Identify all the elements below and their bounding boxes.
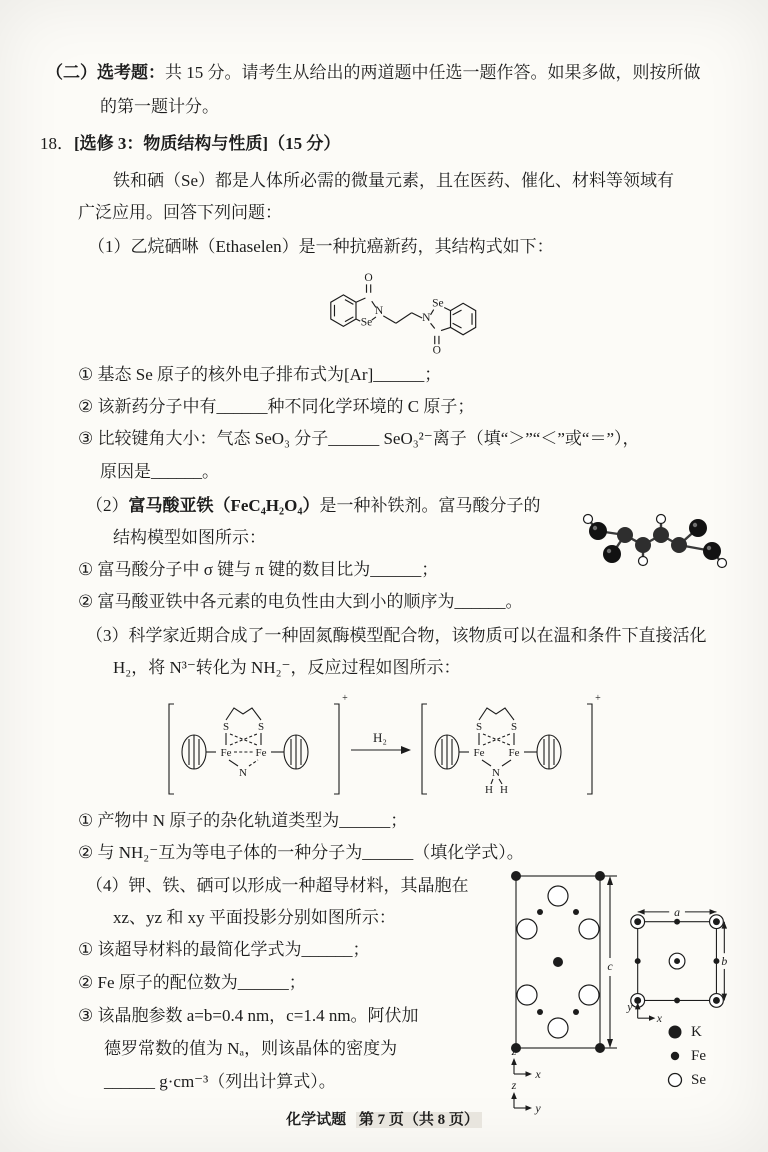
hydrogen-label: H (500, 784, 508, 796)
crystal-legend (666, 1020, 706, 1092)
k-atom-icon (666, 1023, 684, 1041)
nitrogen-label: N (492, 767, 500, 779)
legend-item-se (666, 1068, 706, 1092)
xy-projection (618, 902, 744, 1030)
question-18-header (40, 133, 340, 154)
part1-question2: ② 该新药分子中有______种不同化学环境的 C 原子； (78, 397, 475, 416)
iron-label: Fe (220, 747, 232, 759)
page-footer (0, 1108, 768, 1129)
part4-question3-line1: ③ 该晶胞参数 a=b=0.4 nm，c=1.4 nm。阿伏加 (78, 1006, 419, 1025)
part3-title-line2: H₂，将 N³⁻转化为 NH₂⁻，反应过程如图所示： (113, 658, 461, 677)
z-axis-label: z (511, 1078, 517, 1092)
selenium-label: Se (432, 297, 444, 310)
part4-title-line1: （4）钾、铁、硒可以形成一种超导材料，其晶胞在 (86, 876, 469, 895)
model-atoms (584, 515, 727, 568)
reaction-arrow (351, 730, 411, 754)
part3-question2: ② 与 NH₂⁻互为等电子体的一种分子为______（填化学式）。 (78, 843, 524, 862)
a-dimension (638, 905, 717, 919)
z-axis-label: z (511, 1044, 517, 1058)
a-label: a (674, 904, 681, 919)
part3-title-line1: （3）科学家近期合成了一种固氮酶模型配合物，该物质可以在温和条件下直接活化 (86, 626, 707, 645)
ethaselen-skeleton (331, 284, 476, 344)
se-atom-icon (666, 1071, 684, 1089)
legend-item-k (666, 1020, 706, 1044)
part2-question2: ② 富马酸亚铁中各元素的电负性由大到小的顺序为______。 (78, 592, 523, 611)
nitrogen-label: N (422, 312, 431, 325)
legend-label-se: Se (691, 1071, 706, 1088)
b-label: b (721, 954, 728, 969)
oxygen-label: O (364, 272, 373, 285)
part1-title: （1）乙烷硒啉（Ethaselen）是一种抗癌新药，其结构式如下： (88, 237, 554, 256)
section-note-text: 共 15 分。请考生从给出的两道题中任选一题作答。如果多做，则按所做 (165, 63, 701, 82)
part4-question3-line3: ______ g·cm⁻³（列出计算式）。 (104, 1072, 336, 1091)
part2-title-line1 (86, 495, 540, 516)
question-intro-line1: 铁和硒（Se）都是人体所必需的微量元素，且在医药、催化、材料等领域有 (113, 171, 674, 190)
footer-page-number: 第 7 页（共 8 页） (356, 1112, 482, 1128)
part3-question1: ① 产物中 N 原子的杂化轨道类型为______； (78, 811, 408, 830)
part2-question1: ① 富马酸分子中 σ 键与 π 键的数目比为______； (78, 560, 439, 579)
question-intro-line2: 广泛应用。回答下列问题： (78, 203, 282, 222)
part2-title-rest: 是一种补铁剂。富马酸分子的 (319, 496, 541, 515)
b-dimension (721, 922, 727, 1001)
unit-cell-projection (498, 868, 638, 1118)
question-number: 18． (40, 134, 74, 153)
part1-question3-line2: 原因是______。 (100, 462, 219, 481)
nitrogen-label: N (239, 767, 247, 779)
iron-label: Fe (508, 747, 520, 759)
sulfur-label: S (475, 721, 483, 733)
charge-label: + (342, 693, 348, 704)
part4-question1: ① 该超导材料的最简化学式为______； (78, 940, 370, 959)
fe-atom-icon (666, 1047, 684, 1065)
nitrogen-label: N (374, 304, 384, 317)
legend-item-fe (666, 1044, 706, 1068)
selenium-label: Se (360, 316, 373, 329)
part4-question2: ② Fe 原子的配位数为______； (78, 973, 306, 992)
reactant-complex (169, 693, 348, 794)
part4-title-line2: xz、yz 和 xy 平面投影分别如图所示： (113, 908, 396, 927)
sulfur-label: S (257, 721, 265, 733)
xz-axes (511, 1044, 542, 1081)
sulfur-label: S (222, 721, 230, 733)
sulfur-label: S (510, 721, 518, 733)
part4-question3-line2: 德罗常数的值为 Nₐ，则该晶体的密度为 (104, 1039, 398, 1058)
section-note-line2: 的第一题计分。 (100, 97, 219, 116)
part2-compound-name: 富马酸亚铁（FeC₄H₂O₄） (128, 496, 320, 515)
question-score: （15 分） (268, 134, 341, 153)
part1-question3-line1: ③ 比较键角大小：气态 SeO₃ 分子______ SeO₃²⁻离子（填“＞”“＜”或“＝”）， (78, 429, 640, 448)
x-axis-label: x (535, 1067, 541, 1081)
legend-label-k: K (691, 1023, 702, 1040)
hydrogen-label: H (485, 784, 493, 796)
h2-label: H₂ (373, 730, 387, 745)
reaction-scheme (164, 686, 604, 801)
part1-question1: ① 基态 Se 原子的核外电子排布式为[Ar]______； (78, 365, 442, 384)
product-complex (422, 693, 601, 796)
cell-frame (511, 871, 605, 1053)
ethaselen-structure (272, 258, 524, 358)
x-axis-label: x (656, 1011, 662, 1026)
charge-label: + (595, 693, 601, 704)
section-note-label: （二）选考题： (46, 63, 165, 82)
c-label: c (607, 959, 613, 973)
y-axis-label: y (535, 1101, 541, 1115)
question-title: [选修 3：物质结构与性质] (74, 134, 269, 153)
square-cell (631, 915, 724, 1008)
section-note-line1 (46, 62, 701, 83)
footer-doc-title: 化学试题 (286, 1112, 347, 1128)
c-dimension (601, 876, 617, 1048)
iron-label: Fe (473, 747, 485, 759)
legend-label-fe: Fe (691, 1047, 706, 1064)
ethaselen-drawing (331, 272, 476, 356)
iron-label: Fe (255, 747, 267, 759)
part2-title-line2: 结构模型如图所示： (113, 528, 266, 547)
y-axis-label: y (627, 999, 633, 1014)
fumaric-acid-model (580, 496, 730, 576)
oxygen-label: O (432, 344, 442, 357)
part2-number: （2） (86, 496, 129, 515)
